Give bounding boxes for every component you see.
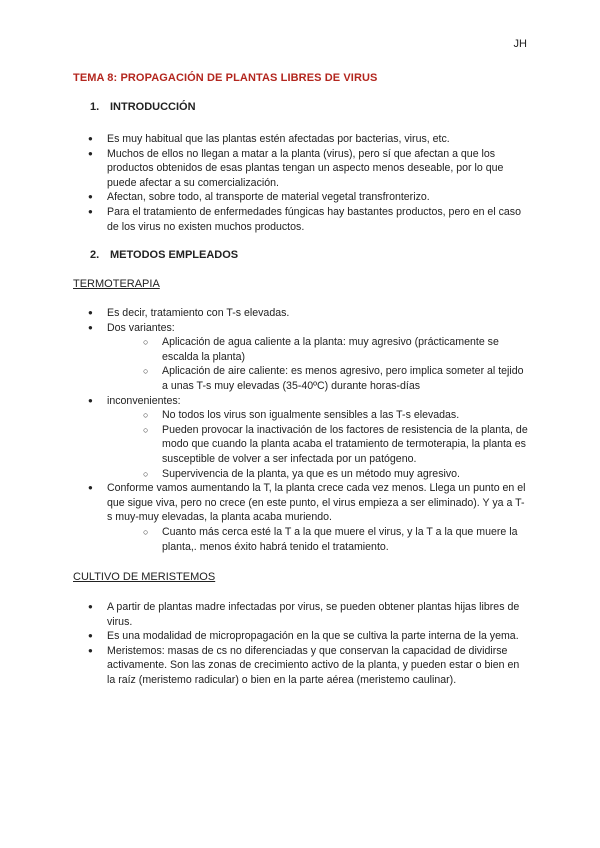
- list-item: [88, 321, 528, 394]
- sublist-item: ○ Aplicación de agua caliente a la planta: muy agresivo (prácticamente se escalda la planta): [143, 335, 528, 364]
- section-title: INTRODUCCIÓN: [110, 101, 196, 113]
- list-item: ● Afectan, sobre todo, al transporte de material vegetal transfronterizo.: [88, 190, 528, 205]
- subheading-cultivo-meristemos: CULTIVO DE MERISTEMOS: [73, 571, 216, 583]
- list-item-text: Es decir, tratamiento con T-s elevadas.: [107, 307, 290, 319]
- sublist: [107, 525, 528, 554]
- list-item: [88, 306, 528, 321]
- header-initials: JH: [513, 38, 527, 50]
- meristemos-list: [88, 600, 528, 688]
- list-item: [88, 394, 528, 482]
- subheading-termoterapia: TERMOTERAPIA: [73, 278, 160, 290]
- list-item: [88, 481, 528, 554]
- section-heading-introduccion: [90, 101, 196, 113]
- sublist-item: ○ Aplicación de aire caliente: es menos agresivo, pero implica someter al tejido a unas T-s muy elevadas (35-40ºC) durante horas-días: [143, 364, 528, 393]
- list-item: ● A partir de plantas madre infectadas por virus, se pueden obtener plantas hijas libres de virus.: [88, 600, 528, 629]
- sublist-item: ○ No todos los virus son igualmente sensibles a las T-s elevadas.: [143, 408, 528, 423]
- sublist-item: ○ Cuanto más cerca esté la T a la que muere el virus, y la T a la que muere la planta,. menos éxito habrá tenido el tratamiento.: [143, 525, 528, 554]
- sublist: [107, 335, 528, 393]
- page-title: TEMA 8: PROPAGACIÓN DE PLANTAS LIBRES DE VIRUS: [73, 72, 378, 84]
- list-item: ● Es una modalidad de micropropagación en la que se cultiva la parte interna de la yema.: [88, 629, 528, 644]
- list-item: ● Meristemos: masas de cs no diferenciadas y que conservan la capacidad de dividirse activamente. Son las zonas de crecimiento activo de la planta, y pueden estar o bien en la raíz (meristemo radicular) o bien en la parte aérea (meristemo caulinar).: [88, 644, 528, 688]
- sublist-item: ○ Pueden provocar la inactivación de los factores de resistencia de la planta, de modo que cuando la planta acaba el tratamiento de termoterapia, la planta es susceptible de volver a ser infectada por un patógeno.: [143, 423, 528, 467]
- list-item-text: inconvenientes:: [107, 394, 181, 407]
- sublist: [107, 408, 528, 481]
- list-item: ● Es muy habitual que las plantas estén afectadas por bacterias, virus, etc.: [88, 132, 528, 147]
- list-item: ● Muchos de ellos no llegan a matar a la planta (virus), pero sí que afectan a que los productos obtenidos de esas plantas tengan un aspecto menos deseable, por lo que puede afectar a su comercialización.: [88, 147, 528, 191]
- introduccion-list: [88, 132, 528, 234]
- list-item: ● Para el tratamiento de enfermedades fúngicas hay bastantes productos, pero en el caso de los virus no existen muchos productos.: [88, 205, 528, 234]
- termoterapia-list: [88, 306, 528, 554]
- section-heading-metodos: [90, 249, 238, 261]
- sublist-item: ○ Supervivencia de la planta, ya que es un método muy agresivo.: [143, 467, 528, 482]
- section-number: 1.: [90, 101, 100, 113]
- section-number: 2.: [90, 249, 100, 261]
- list-item-text: Dos variantes:: [107, 321, 175, 334]
- list-item-text: Conforme vamos aumentando la T, la planta crece cada vez menos. Llega un punto en el que sigue viva, pero no crece (en este punto, el virus empieza a ser eliminado). Y ya a T-s muy-muy elevadas, la planta acaba muriendo.: [107, 482, 526, 524]
- section-title: METODOS EMPLEADOS: [110, 249, 239, 261]
